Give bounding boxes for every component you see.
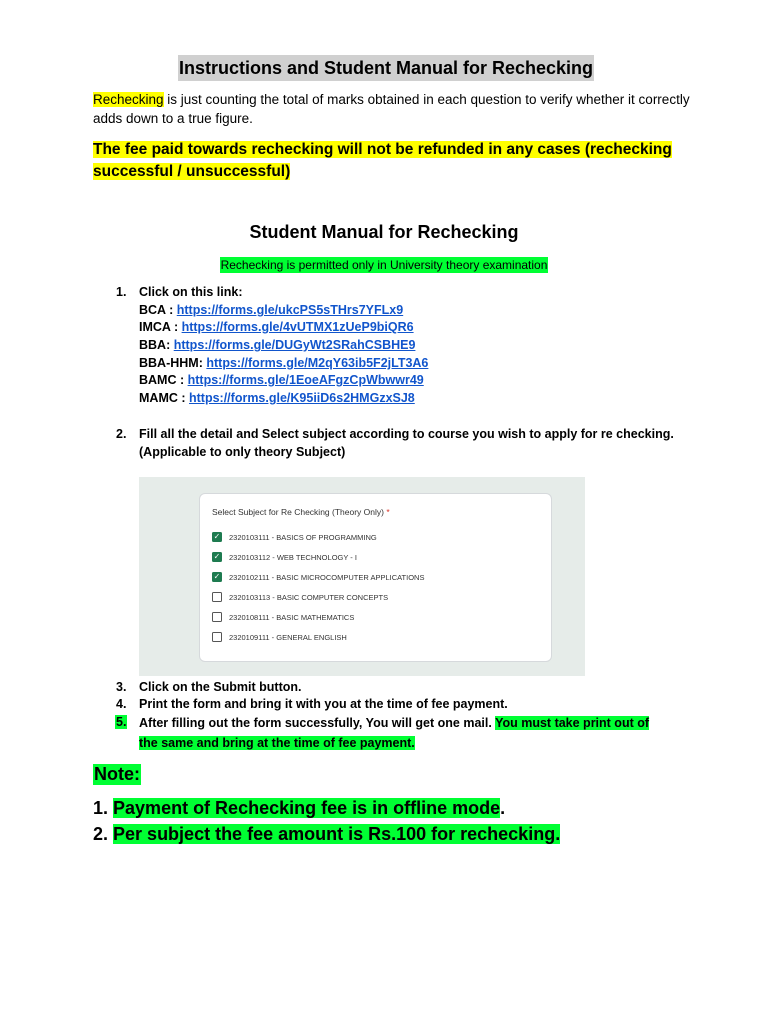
subject-option[interactable] bbox=[212, 571, 424, 583]
checkbox-unchecked-icon[interactable] bbox=[212, 632, 222, 642]
permit-note-line bbox=[0, 256, 768, 274]
note-item-tail: . bbox=[500, 798, 506, 818]
note-item-number: 2. bbox=[93, 824, 109, 844]
link-row-bamc bbox=[139, 372, 424, 390]
step-2-text bbox=[139, 426, 699, 461]
subject-option[interactable] bbox=[212, 551, 357, 563]
note-item-text: Per subject the fee amount is Rs.100 for rechecking bbox=[113, 824, 556, 844]
subject-label: 2320103113 - BASIC COMPUTER CONCEPTS bbox=[229, 592, 389, 602]
checkbox-checked-icon[interactable]: ✓ bbox=[213, 532, 221, 541]
step-1-number: 1. bbox=[116, 285, 127, 299]
checkbox-unchecked-icon[interactable] bbox=[212, 592, 222, 602]
course-label: BBA: bbox=[139, 338, 174, 352]
step-5-number: 5. bbox=[116, 715, 127, 729]
link-row-bba bbox=[139, 337, 415, 355]
course-label: BAMC : bbox=[139, 373, 188, 387]
form-screenshot bbox=[139, 477, 585, 676]
note-item-number: 1. bbox=[93, 798, 109, 818]
form-question-card bbox=[199, 493, 552, 662]
link-row-imca bbox=[139, 319, 414, 337]
note-item-tail: . bbox=[555, 824, 561, 844]
note-item-text: Payment of Rechecking fee is in offline mode bbox=[113, 798, 501, 818]
step-1-text: Click on this link: bbox=[139, 285, 243, 299]
subject-label: 2320108111 - BASIC MATHEMATICS bbox=[229, 612, 355, 622]
step-2-number: 2. bbox=[116, 427, 127, 441]
fee-warning bbox=[93, 139, 693, 183]
step-3-text: Click on the Submit button. bbox=[139, 680, 302, 694]
subject-option[interactable] bbox=[212, 631, 347, 643]
mamc-form-link[interactable]: https://forms.gle/K95iiD6s2HMGzxSJ8 bbox=[189, 391, 415, 405]
link-row-mamc bbox=[139, 390, 415, 408]
course-label: MAMC : bbox=[139, 391, 189, 405]
fee-warning-text: The fee paid towards rechecking will not be refunded in any cases (rechecking successful / unsuccessful) bbox=[93, 141, 672, 180]
step-2-line-1: Fill all the detail and Select subject according to course you wish to apply for re checking. bbox=[139, 427, 674, 441]
note-item-1 bbox=[93, 798, 505, 819]
subject-option[interactable] bbox=[212, 611, 354, 623]
step-5-text bbox=[139, 714, 669, 753]
step-3-number: 3. bbox=[116, 680, 127, 694]
bba-form-link[interactable]: https://forms.gle/DUGyWt2SRahCSBHE9 bbox=[173, 338, 416, 352]
link-row-bba-hhm bbox=[139, 355, 428, 373]
intro-paragraph bbox=[93, 90, 693, 128]
checkbox-unchecked-icon[interactable] bbox=[212, 612, 222, 622]
subject-label: 2320103112 - WEB TECHNOLOGY - I bbox=[229, 552, 357, 562]
step-4-number: 4. bbox=[116, 697, 127, 711]
imca-form-link[interactable]: https://forms.gle/4vUTMX1zUeP9biQR6 bbox=[181, 320, 414, 334]
course-label: IMCA : bbox=[139, 320, 182, 334]
bba-hhm-form-link[interactable]: https://forms.gle/M2qY63ib5F2jLT3A6 bbox=[206, 356, 429, 370]
checkbox-checked-icon[interactable]: ✓ bbox=[213, 572, 221, 581]
form-question-title: Select Subject for Re Checking (Theory Only) * bbox=[212, 507, 390, 517]
required-mark: * bbox=[386, 507, 390, 517]
course-label: BBA-HHM: bbox=[139, 356, 207, 370]
note-label: Note: bbox=[94, 764, 140, 784]
step-5-highlight: You must take print out of the same and bring at the time of fee payment. bbox=[139, 716, 650, 750]
step-2-line-2: (Applicable to only theory Subject) bbox=[139, 444, 346, 459]
subject-option[interactable] bbox=[212, 591, 388, 603]
checkbox-checked-icon[interactable]: ✓ bbox=[213, 552, 221, 561]
bca-form-link[interactable]: https://forms.gle/ukcPS5sTHrs7YFLx9 bbox=[176, 303, 404, 317]
bamc-form-link[interactable]: https://forms.gle/1EoeAFgzCpWbwwr49 bbox=[187, 373, 424, 387]
rechecking-keyword: Rechecking bbox=[93, 92, 164, 107]
subject-option[interactable] bbox=[212, 531, 377, 543]
link-row-bca bbox=[139, 302, 403, 320]
step-5-plain: After filling out the form successfully, You will get one mail. bbox=[139, 716, 496, 730]
note-item-2 bbox=[93, 824, 560, 845]
course-label: BCA : bbox=[139, 303, 177, 317]
intro-text: is just counting the total of marks obtained in each question to verify whether it correctly adds down to a true figure. bbox=[93, 92, 690, 126]
subject-label: 2320109111 - GENERAL ENGLISH bbox=[229, 632, 347, 642]
manual-title: Student Manual for Rechecking bbox=[249, 222, 519, 242]
subject-label: 2320102111 - BASIC MICROCOMPUTER APPLICATIONS bbox=[229, 572, 425, 582]
step-4-text: Print the form and bring it with you at the time of fee payment. bbox=[139, 697, 508, 711]
subject-label: 2320103111 - BASICS OF PROGRAMMING bbox=[229, 532, 377, 542]
permit-note: Rechecking is permitted only in University theory examination bbox=[220, 258, 548, 272]
document-title: Instructions and Student Manual for Rechecking bbox=[178, 55, 594, 81]
